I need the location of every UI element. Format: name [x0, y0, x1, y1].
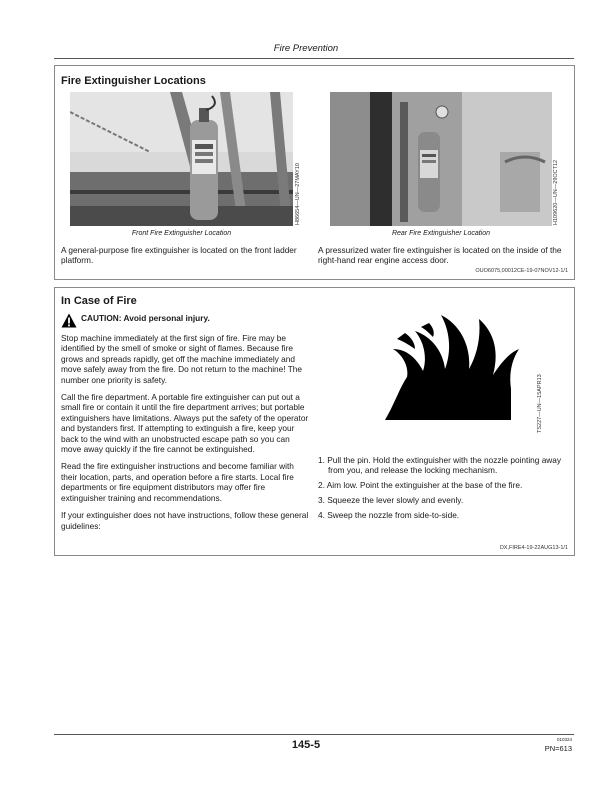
rear-extinguisher-description: A pressurized water fire extinguisher is located on the inside of the right-hand rear engine access door. — [318, 245, 562, 266]
case-of-fire-body — [61, 333, 312, 531]
rear-photo-code: H109620—UN—29OCT12 — [553, 159, 559, 225]
case-of-fire-heading: In Case of Fire — [61, 295, 137, 307]
footer-pn: PN=613 — [544, 744, 572, 753]
header-divider — [54, 58, 574, 59]
step-sweep-nozzle: 4. Sweep the nozzle from side-to-side. — [318, 510, 460, 521]
paragraph-read-instructions: Read the fire extinguisher instructions and become familiar with their location, parts, and operation before a fire starts. Local fire departments or fire equipment distributors may offer fire extinguisher training and recommendations. — [61, 461, 294, 503]
footer-divider — [54, 734, 574, 735]
rear-photo-caption: Rear Fire Extinguisher Location — [391, 230, 491, 237]
extinguisher-locations-reference: OUO6075,00012CE-19-07NOV12-1/1 — [475, 268, 568, 274]
paragraph-stop-machine: Stop machine immediately at the first sign of fire. Fire may be identified by the smell of smoke or sight of flames. Because fire grows and spreads rapidly, get off the machine immediately and move safely away from the fire. Do not return to the machine! The number one priority is safety. — [61, 333, 303, 385]
step-pull-pin: 1. Pull the pin. Hold the extinguisher with the nozzle pointing away from you, and release the locking mechanism. — [318, 455, 562, 476]
caution-label: CAUTION: Avoid personal injury. — [81, 313, 210, 323]
rear-extinguisher-photo — [330, 92, 552, 226]
front-extinguisher-description: A general-purpose fire extinguisher is located on the front ladder platform. — [61, 245, 297, 266]
step-aim-low: 2. Aim low. Point the extinguisher at the base of the fire. — [318, 480, 523, 491]
front-extinguisher-photo — [70, 92, 293, 226]
front-photo-code: H86654—UN—27MAY10 — [295, 163, 301, 225]
footer-small-code: 010324 — [556, 737, 572, 742]
section-title: Fire Prevention — [273, 43, 339, 54]
extinguisher-steps-list — [318, 455, 562, 525]
page-number: 145-5 — [291, 739, 321, 751]
step-squeeze-lever: 3. Squeeze the lever slowly and evenly. — [318, 495, 464, 506]
front-photo-caption: Front Fire Extinguisher Location — [131, 230, 232, 237]
paragraph-general-guidelines: If your extinguisher does not have instructions, follow these general guidelines: — [61, 510, 309, 531]
warning-icon — [61, 313, 77, 328]
case-of-fire-reference: DX,FIRE4-19-22AUG13-1/1 — [499, 545, 568, 551]
paragraph-call-fire-department: Call the fire department. A portable fire extinguisher can put out a small fire or contain it until the fire department arrives; but portable extinguishers have limitations. Always put the safety of the operator and bystanders first. If attempting to extinguish a fire, keep your back to the wind with an unobstructed escape path so you can move away quickly if the fire cannot be extinguished. — [61, 392, 309, 455]
extinguisher-locations-heading: Fire Extinguisher Locations — [61, 75, 206, 87]
fire-image-code: TS227—UN—15APR13 — [537, 374, 543, 433]
fire-flames-icon — [385, 303, 525, 421]
